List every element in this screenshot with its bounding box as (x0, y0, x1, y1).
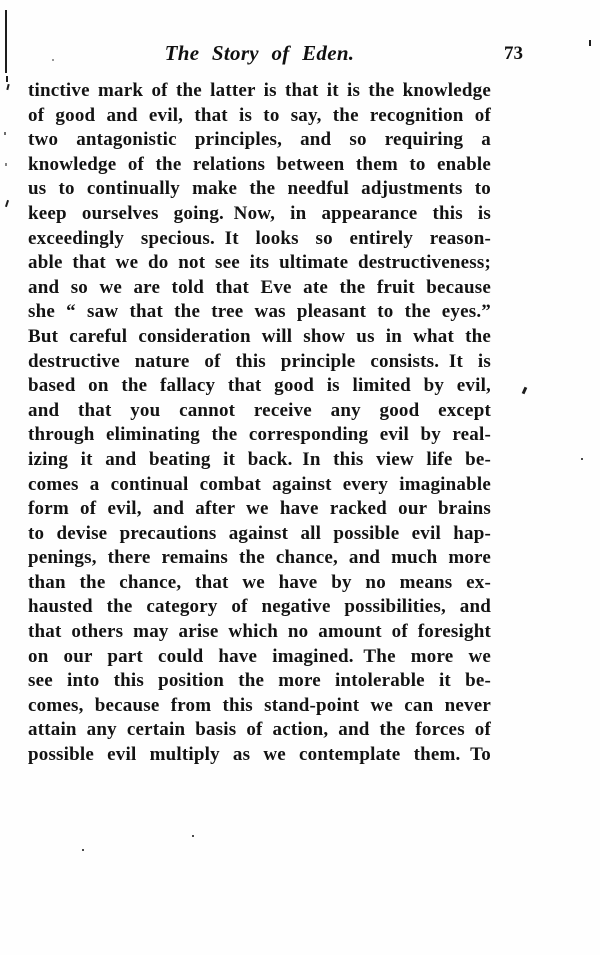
text-line: two antagonistic principles, and so requiring a (28, 129, 491, 151)
text-line: she “ saw that the tree was pleasant to the eyes.” (28, 301, 491, 323)
text-line: exceedingly specious. It looks so entirely reason- (28, 227, 491, 249)
scan-speck (581, 458, 583, 460)
scan-speck (52, 59, 54, 61)
text-line: attain any certain basis of action, and the forces of (28, 719, 491, 741)
scan-margin-line (5, 10, 7, 73)
scan-speck (6, 84, 9, 90)
text-line: and that you cannot receive any good except (28, 399, 491, 421)
text-line: destructive nature of this principle consists. It is (28, 350, 491, 372)
text-line: through eliminating the corresponding evil by real- (28, 424, 491, 446)
text-line: us to continually make the needful adjustments to (28, 178, 491, 200)
text-line: based on the fallacy that good is limited by evil, (28, 375, 491, 397)
body-text (28, 79, 491, 768)
text-line: able that we do not see its ultimate destructiveness; (28, 252, 491, 274)
running-title: The Story of Eden. (164, 41, 355, 65)
text-line: tinctive mark of the latter is that it is the knowledge (28, 80, 491, 101)
scan-speck (5, 163, 7, 166)
scan-speck (5, 200, 9, 207)
text-line: on our part could have imagined. The more we (28, 645, 491, 667)
text-line: of good and evil, that is to say, the recognition of (28, 104, 491, 126)
text-line: form of evil, and after we have racked our brains (28, 498, 491, 520)
text-line: comes, because from this stand-point we can never (28, 694, 491, 716)
text-line: izing it and beating it back. In this view life be- (28, 448, 491, 470)
text-line: penings, there remains the chance, and much more (28, 547, 491, 569)
text-line: keep ourselves going. Now, in appearance this is (28, 202, 491, 224)
text-line: than the chance, that we have by no means ex- (28, 571, 491, 593)
text-line: But careful consideration will show us in what the (28, 325, 491, 347)
text-line: to devise precautions against all possible evil hap- (28, 522, 491, 544)
text-line: hausted the category of negative possibilities, and (28, 596, 491, 618)
scan-speck (522, 387, 528, 395)
text-line: possible evil multiply as we contemplate them. To (28, 744, 491, 766)
text-line: and so we are told that Eve ate the fruit because (28, 276, 491, 298)
page-header (0, 41, 600, 69)
scan-speck (4, 132, 6, 135)
text-line: comes a continual combat against every imaginable (28, 473, 491, 495)
page-number: 73 (504, 43, 523, 64)
scan-speck (82, 849, 84, 851)
scan-speck (589, 40, 591, 46)
text-line: see into this position the more intolerable it be- (28, 670, 491, 692)
scan-margin-dash (6, 76, 8, 82)
scan-speck (192, 835, 194, 837)
text-line: that others may arise which no amount of foresight (28, 621, 491, 643)
text-line: knowledge of the relations between them to enable (28, 153, 491, 175)
